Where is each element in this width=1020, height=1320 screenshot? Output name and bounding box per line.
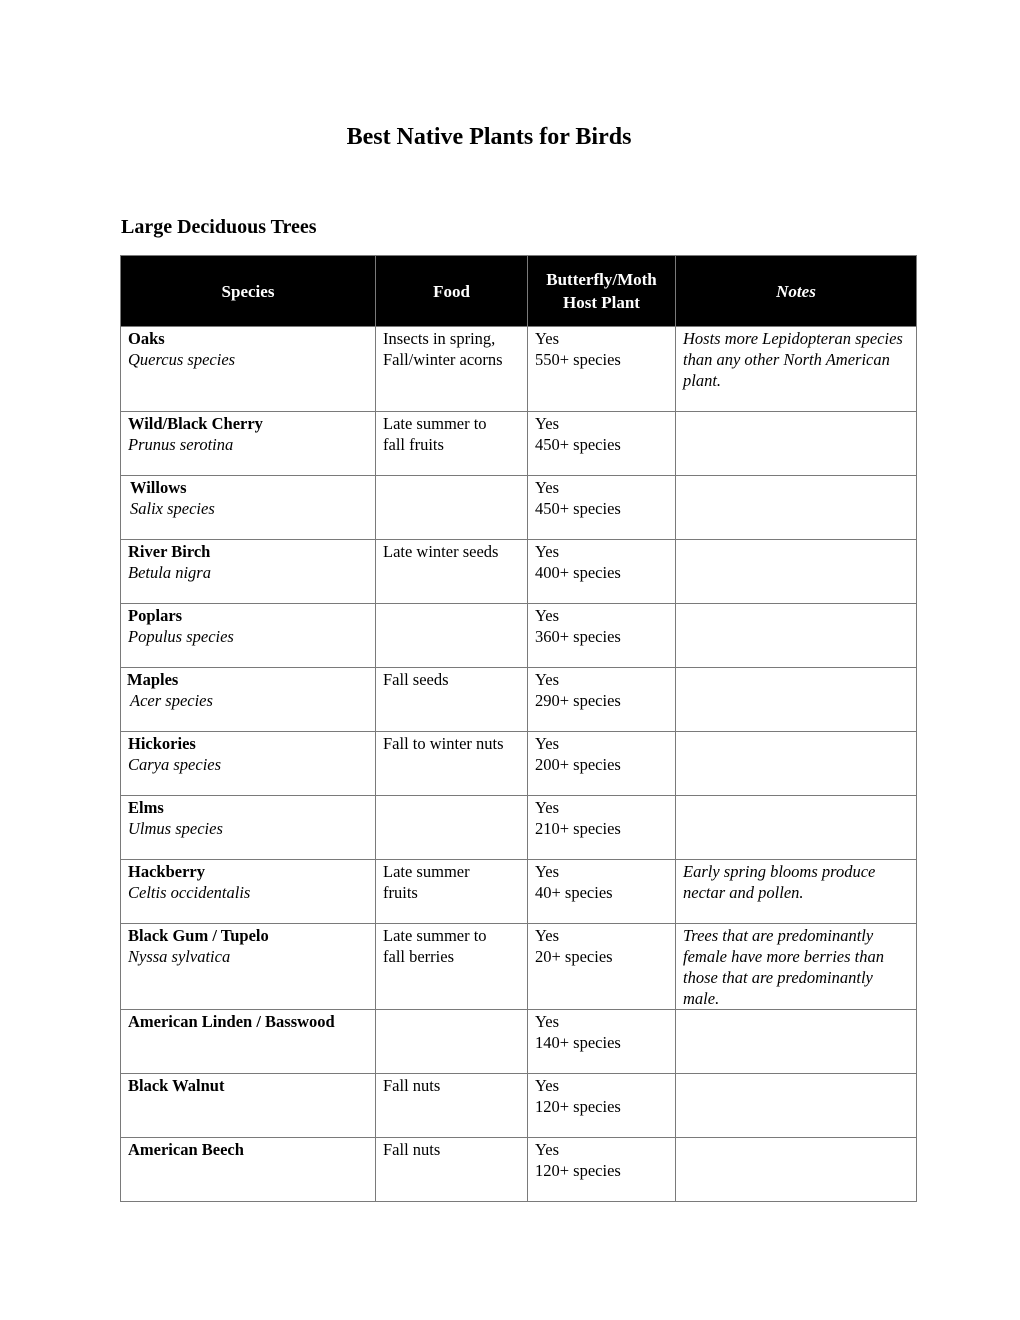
common-name: Elms: [128, 798, 164, 817]
host-cell: [528, 732, 676, 796]
common-name: Wild/Black Cherry: [128, 414, 263, 433]
notes-cell: Early spring blooms produce nectar and pollen.: [676, 860, 917, 924]
host-count: 400+ species: [535, 563, 621, 582]
common-name: American Beech: [128, 1140, 244, 1159]
host-yes: Yes: [535, 926, 560, 945]
table-row: [121, 732, 917, 796]
host-yes: Yes: [535, 798, 560, 817]
species-cell: [121, 412, 376, 476]
food-line2: Fall/winter acorns: [383, 350, 503, 369]
notes-cell: [676, 1138, 917, 1202]
food-cell: [376, 796, 528, 860]
latin-name: Populus species: [128, 627, 234, 646]
common-name: Oaks: [128, 329, 165, 348]
host-cell: [528, 412, 676, 476]
latin-name: Carya species: [128, 755, 222, 774]
host-yes: Yes: [535, 478, 560, 497]
food-cell: [376, 540, 528, 604]
notes-cell: [676, 476, 917, 540]
notes-cell: [676, 796, 917, 860]
notes-cell: [676, 1010, 917, 1074]
food-cell: [376, 1138, 528, 1202]
common-name: Maples: [127, 670, 179, 689]
host-yes: Yes: [535, 329, 560, 348]
host-yes: Yes: [535, 606, 560, 625]
food-line2: fall fruits: [383, 435, 444, 454]
host-cell: [528, 796, 676, 860]
host-cell: [528, 604, 676, 668]
host-plant-column-header: [528, 256, 676, 327]
species-cell: [121, 476, 376, 540]
common-name: Hickories: [128, 734, 196, 753]
food-cell: [376, 860, 528, 924]
latin-name: Prunus serotina: [128, 435, 234, 454]
page-title: Best Native Plants for Birds: [346, 124, 632, 150]
host-cell: [528, 1074, 676, 1138]
species-cell: [121, 604, 376, 668]
food-cell: [376, 924, 528, 1010]
host-cell: [528, 1010, 676, 1074]
common-name: River Birch: [128, 542, 211, 561]
species-cell: [121, 327, 376, 412]
species-cell: [121, 732, 376, 796]
notes-cell: [676, 540, 917, 604]
notes-cell: [676, 732, 917, 796]
table-row: [121, 860, 917, 924]
food-cell: [376, 668, 528, 732]
common-name: Poplars: [128, 606, 183, 625]
host-yes: Yes: [535, 670, 560, 689]
host-cell: [528, 860, 676, 924]
host-count: 200+ species: [535, 755, 621, 774]
food-cell: [376, 604, 528, 668]
food-cell: [376, 412, 528, 476]
host-cell: [528, 540, 676, 604]
host-count: 450+ species: [535, 435, 621, 454]
food-line1: Late summer to: [383, 414, 487, 433]
food-cell: [376, 1074, 528, 1138]
host-yes: Yes: [535, 414, 560, 433]
latin-name: Acer species: [130, 691, 213, 710]
host-yes: Yes: [535, 1076, 560, 1095]
table-row: [121, 1010, 917, 1074]
host-yes: Yes: [535, 1140, 560, 1159]
table-row: [121, 668, 917, 732]
food-line2: fruits: [383, 883, 418, 902]
food-line1: Fall to winter nuts: [383, 734, 504, 753]
common-name: Black Gum / Tupelo: [128, 926, 269, 945]
common-name: American Linden / Basswood: [128, 1012, 335, 1031]
notes-cell: [676, 604, 917, 668]
food-line1: Fall seeds: [383, 670, 449, 689]
table-row: [121, 540, 917, 604]
species-column-header: Species: [121, 256, 376, 327]
notes-cell: [676, 668, 917, 732]
host-cell: [528, 924, 676, 1010]
host-cell: [528, 476, 676, 540]
host-count: 550+ species: [535, 350, 621, 369]
host-cell: [528, 1138, 676, 1202]
latin-name: Nyssa sylvatica: [128, 947, 231, 966]
common-name: Hackberry: [128, 862, 205, 881]
notes-cell: [676, 1074, 917, 1138]
plants-table: [120, 255, 917, 1202]
table-row: [121, 1074, 917, 1138]
notes-cell: [676, 412, 917, 476]
species-cell: [121, 860, 376, 924]
food-line1: Late summer: [383, 862, 470, 881]
section-heading: Large Deciduous Trees: [121, 216, 317, 238]
host-yes: Yes: [535, 862, 560, 881]
species-cell: [121, 1010, 376, 1074]
food-column-header: Food: [376, 256, 528, 327]
notes-column-header: Notes: [676, 256, 917, 327]
host-yes: Yes: [535, 542, 560, 561]
table-row: [121, 1138, 917, 1202]
latin-name: Celtis occidentalis: [128, 883, 251, 902]
notes-cell: Trees that are predominantly female have more berries than those that are predominantly male.: [676, 924, 917, 1010]
host-count: 40+ species: [535, 883, 613, 902]
species-cell: [121, 1138, 376, 1202]
host-count: 140+ species: [535, 1033, 621, 1052]
host-count: 450+ species: [535, 499, 621, 518]
host-yes: Yes: [535, 1012, 560, 1031]
host-count: 360+ species: [535, 627, 621, 646]
table-row: [121, 796, 917, 860]
species-cell: [121, 1074, 376, 1138]
species-cell: [121, 924, 376, 1010]
host-count: 120+ species: [535, 1097, 621, 1116]
host-count: 120+ species: [535, 1161, 621, 1180]
host-yes: Yes: [535, 734, 560, 753]
species-cell: [121, 540, 376, 604]
latin-name: Salix species: [130, 499, 215, 518]
table-row: [121, 604, 917, 668]
host-cell: [528, 668, 676, 732]
food-line1: Fall nuts: [383, 1140, 441, 1159]
food-line1: Insects in spring,: [383, 329, 496, 348]
host-cell: [528, 327, 676, 412]
host-count: 210+ species: [535, 819, 621, 838]
food-cell: [376, 1010, 528, 1074]
latin-name: Ulmus species: [128, 819, 223, 838]
host-count: 20+ species: [535, 947, 613, 966]
food-line1: Late summer to: [383, 926, 487, 945]
latin-name: Quercus species: [128, 350, 236, 369]
host-header-line1: Butterfly/Moth: [546, 270, 657, 289]
food-cell: [376, 327, 528, 412]
table-row: [121, 327, 917, 412]
table-header-row: [121, 256, 917, 327]
table-row: [121, 924, 917, 1010]
table-row: [121, 476, 917, 540]
food-line1: Fall nuts: [383, 1076, 441, 1095]
table-row: [121, 412, 917, 476]
common-name: Black Walnut: [128, 1076, 225, 1095]
notes-cell: Hosts more Lepidopteran species than any other North American plant.: [676, 327, 917, 412]
food-cell: [376, 732, 528, 796]
food-line2: fall berries: [383, 947, 455, 966]
food-line1: Late winter seeds: [383, 542, 499, 561]
common-name: Willows: [130, 478, 187, 497]
host-count: 290+ species: [535, 691, 621, 710]
species-cell: [121, 796, 376, 860]
latin-name: Betula nigra: [128, 563, 211, 582]
species-cell: [121, 668, 376, 732]
food-cell: [376, 476, 528, 540]
host-header-line2: Host Plant: [563, 293, 640, 312]
